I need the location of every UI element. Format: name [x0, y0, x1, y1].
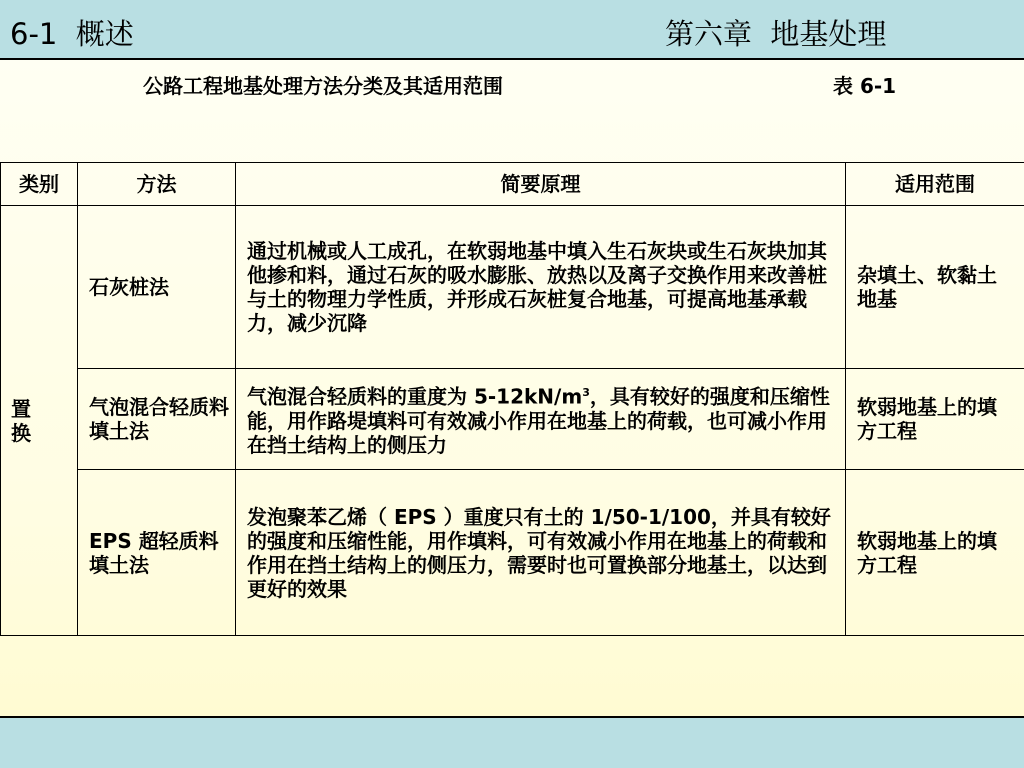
header-method: 方法 — [78, 163, 236, 206]
header-category: 类别 — [1, 163, 78, 206]
scope-cell: 软弱地基上的填方工程 — [846, 470, 1024, 636]
table-row — [1, 369, 1024, 470]
header-bar — [0, 0, 1024, 60]
principle-cell: 发泡聚苯乙烯（ EPS ）重度只有土的 1/50-1/100，并具有较好的强度和压缩性能，用作填料，可有效减小作用在地基上的荷载和作用在挡土结构上的侧压力，需要时也可置换部分地基土，以达到更好的效果 — [236, 470, 846, 636]
method-cell: EPS 超轻质料填土法 — [78, 470, 236, 636]
chapter-title: 第六章 地基处理 — [665, 17, 887, 51]
table-caption: 公路工程地基处理方法分类及其适用范围 — [143, 74, 503, 98]
header-principle: 简要原理 — [236, 163, 846, 206]
category-label: 置换 — [11, 396, 31, 445]
category-cell — [1, 206, 78, 636]
table-header-row — [1, 163, 1024, 206]
table-number: 表 6-1 — [833, 74, 897, 98]
principle-cell — [236, 369, 846, 470]
principle-text: ，具有较好的强度和压缩性能，用作路堤填料可有效减小作用在地基上的荷载，也可减小作用在挡土结构上的侧压力 — [247, 384, 830, 457]
section-title: 6-1 概述 — [10, 17, 134, 51]
scope-cell: 杂填土、软黏土地基 — [846, 206, 1024, 369]
header-scope: 适用范围 — [846, 163, 1024, 206]
principle-text: 气泡混合轻质料的重度为 5-12kN/m — [247, 384, 583, 409]
scope-cell: 软弱地基上的填方工程 — [846, 369, 1024, 470]
method-table — [0, 162, 1024, 636]
method-cell: 气泡混合轻质料填土法 — [78, 369, 236, 470]
method-cell: 石灰桩法 — [78, 206, 236, 369]
table-row — [1, 206, 1024, 369]
principle-cell: 通过机械或人工成孔，在软弱地基中填入生石灰块或生石灰块加其他掺和料，通过石灰的吸水膨胀、放热以及离子交换作用来改善桩与土的物理力学性质，并形成石灰桩复合地基，可提高地基承载力，减少沉降 — [236, 206, 846, 369]
unit-superscript: 3 — [582, 386, 590, 400]
table-row — [1, 470, 1024, 636]
footer-bar — [0, 716, 1024, 768]
